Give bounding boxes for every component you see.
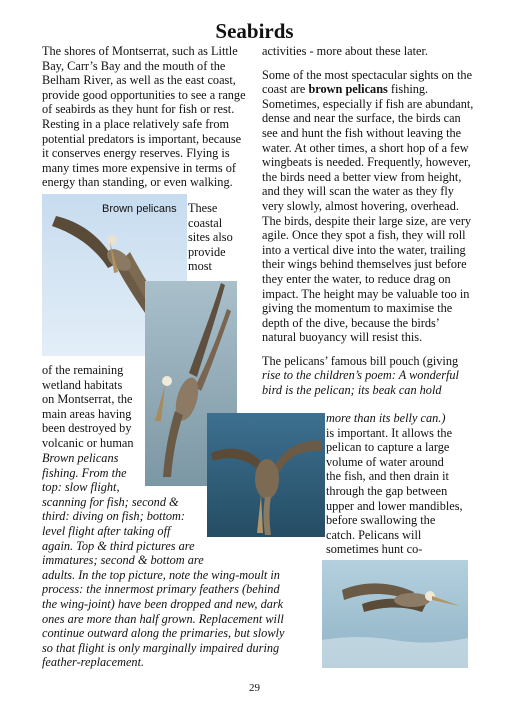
caption-line: process: the innermost primary feathers (behind bbox=[42, 582, 280, 597]
bold-term: brown pelicans bbox=[308, 82, 388, 97]
caption-line: top: slow flight, bbox=[42, 480, 120, 495]
caption-line: Brown pelicans bbox=[42, 451, 119, 465]
page-number: 29 bbox=[249, 682, 260, 694]
wrap-line: most bbox=[188, 259, 212, 274]
page-title: Seabirds bbox=[215, 19, 294, 43]
caption-line: scanning for fish; second & bbox=[42, 494, 179, 509]
wrap-line: provide bbox=[188, 244, 226, 259]
pouch-line: catch. Pelicans will bbox=[326, 527, 422, 542]
pouch-line: is important. It allows the bbox=[326, 425, 453, 440]
photo-label: Brown pelicans bbox=[102, 203, 177, 215]
poem-line: rise to the children’s poem: A wonderful bbox=[262, 368, 459, 383]
right-column bbox=[262, 44, 476, 398]
wrap-line: These bbox=[188, 201, 218, 215]
para-text: fishing. Sometimes, especially if fish are abundant, dense and near the surface, the birds can see and hunt the fish without leaving the water. At other times, a short hop of a few wingbeats is needed. Frequently, however, the birds need a better view from height, and they will scan the water as they fly very slowly, almost hovering, overhead. The birds, despite their large size, are very agile. Once they spot a fish, they will roll into a vertical dive into the water, trailing their wings behind themselves just before they enter the water, to reduce drag on impact. The height may be valuable too in giving the momentum to maximise the depth of the dive, because the birds’ natural buoyancy will resist this. bbox=[262, 82, 474, 345]
pouch-line: through the gap between bbox=[326, 483, 448, 498]
pelican-fishing-paragraph bbox=[262, 68, 476, 345]
pouch-line: the fish, and then drain it bbox=[326, 469, 449, 484]
continued-text bbox=[42, 363, 162, 451]
para-text: Some of the most spectacular sights on the coast are bbox=[262, 67, 473, 97]
continued-line: been destroyed by bbox=[42, 421, 132, 436]
wrap-line: coastal bbox=[188, 215, 223, 230]
caption-line: the wing-joint) have been dropped and new, dark bbox=[42, 596, 284, 611]
caption-line: level flight after taking off bbox=[42, 523, 171, 538]
caption-line: again. Top & third pictures are bbox=[42, 538, 195, 553]
intro-paragraph: The shores of Montserrat, such as Little Bay, Carr’s Bay and the mouth of the Belham River, as well as the east coast, provide good opportunities to see a range of seabirds as they hunt for fish or rest. Resting in a place relatively safe from potential predators is important, because it conserves energy reserves. Flying is many times more expensive in terms of energy than standing, or even walking. bbox=[42, 44, 246, 190]
bill-pouch-line: The pelicans’ famous bill pouch (giving bbox=[262, 353, 459, 368]
pelican-diving-immature-photo bbox=[207, 413, 325, 537]
right-wrap-text bbox=[326, 411, 476, 557]
wrap-line: sites also bbox=[188, 230, 233, 245]
continued-line: main areas having bbox=[42, 406, 132, 421]
poem-line: more than its belly can.) bbox=[326, 411, 446, 425]
caption-line: adults. In the top picture, note the wing-moult in bbox=[42, 567, 280, 582]
pouch-line: pelican to capture a large bbox=[326, 440, 450, 455]
right-top-line: activities - more about these later. bbox=[262, 44, 428, 58]
wrap-text-beside-photo bbox=[188, 201, 248, 274]
continued-line: volcanic or human bbox=[42, 435, 134, 450]
caption-line: feather-replacement. bbox=[42, 655, 145, 670]
caption-line: third: diving on fish; bottom: bbox=[42, 509, 185, 524]
caption-line: continue outward along the primaries, but slowly bbox=[42, 626, 285, 641]
caption-line: immatures; second & bottom are bbox=[42, 553, 204, 568]
continued-line: of the remaining bbox=[42, 363, 124, 377]
pouch-line: sometimes hunt co- bbox=[326, 542, 423, 557]
caption-line: ones are more than half grown. Replacement will bbox=[42, 611, 284, 626]
pouch-line: upper and lower mandibles, bbox=[326, 498, 463, 513]
pouch-line: before swallowing the bbox=[326, 513, 436, 528]
continued-line: wetland habitats bbox=[42, 377, 123, 392]
pouch-line: volume of water around bbox=[326, 454, 444, 469]
caption-line: fishing. From the bbox=[42, 465, 127, 480]
caption-line: so that flight is only marginally impaired during bbox=[42, 640, 280, 655]
poem-line: bird is the pelican; its beak can hold bbox=[262, 383, 442, 398]
continued-line: on Montserrat, the bbox=[42, 392, 133, 407]
pelican-level-flight-photo bbox=[322, 560, 468, 668]
